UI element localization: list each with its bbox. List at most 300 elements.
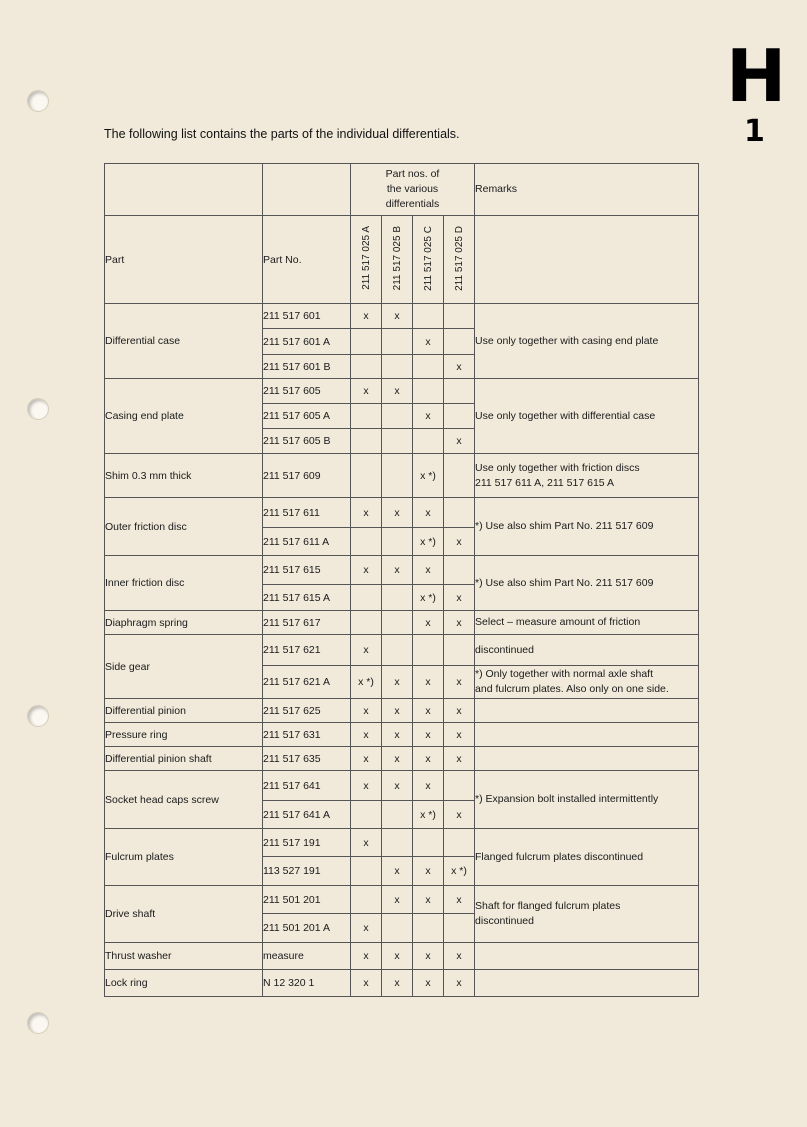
header-variant-c: [413, 216, 444, 304]
variant-mark: x: [456, 752, 462, 765]
remark-cell: [475, 771, 699, 829]
variant-mark-cell: [351, 970, 382, 997]
header-remarks: Remarks: [475, 164, 699, 216]
part-name: Outer friction disc: [105, 520, 187, 533]
variant-mark: x *): [358, 676, 374, 688]
part-number: N 12 320 1: [263, 977, 315, 989]
header-part: Part: [105, 216, 263, 304]
variant-mark-cell: [413, 666, 444, 699]
part-name-cell: [105, 556, 263, 611]
table-row: [105, 771, 699, 801]
variant-mark-cell: [413, 771, 444, 801]
variant-mark-cell: [351, 943, 382, 970]
variant-mark-cell: [382, 404, 413, 429]
part-name: Differential pinion shaft: [105, 752, 212, 765]
variant-mark-cell: [413, 329, 444, 355]
part-name: Side gear: [105, 660, 150, 673]
part-number-cell: [263, 429, 351, 454]
part-number: 211 517 615: [263, 564, 321, 576]
variant-mark-cell: [382, 886, 413, 914]
part-name: Diaphragm spring: [105, 616, 188, 629]
remark-line: Flanged fulcrum plates discontinued: [475, 850, 644, 863]
remark-cell: [475, 886, 699, 943]
remark-line: Use only together with friction discs: [475, 461, 640, 474]
table-row: [105, 970, 699, 997]
variant-mark: x: [394, 977, 400, 989]
part-number: 211 517 601: [263, 310, 321, 322]
part-number: 211 517 191: [263, 836, 321, 849]
remark-line: Select – measure amount of friction: [475, 616, 641, 628]
part-name: Casing end plate: [105, 410, 184, 422]
variant-mark: x: [425, 506, 431, 519]
variant-mark-cell: [351, 498, 382, 528]
variant-mark: x *): [420, 591, 436, 604]
variant-mark-cell: [382, 304, 413, 329]
variant-mark-cell: [382, 699, 413, 723]
variant-mark-cell: [444, 379, 475, 404]
variant-mark-cell: [413, 723, 444, 747]
variant-mark: x: [363, 644, 369, 656]
part-number-cell: [263, 585, 351, 611]
remark-cell: [475, 829, 699, 886]
part-number: 211 517 641 A: [263, 808, 330, 821]
variant-mark: x *): [420, 469, 436, 482]
parts-table: [104, 163, 699, 997]
part-name-cell: [105, 886, 263, 943]
variant-mark: x *): [420, 535, 436, 548]
part-number-cell: [263, 498, 351, 528]
header-part-nos-line: differentials: [385, 198, 440, 210]
variant-mark: x: [363, 977, 369, 989]
variant-mark: x: [425, 950, 431, 962]
variant-mark: x: [394, 779, 400, 792]
variant-mark-cell: [444, 355, 475, 379]
variant-mark: x: [456, 616, 462, 629]
variant-mark: x: [456, 893, 462, 906]
variant-mark-cell: [382, 329, 413, 355]
variant-mark: x: [363, 922, 369, 934]
part-number-cell: [263, 611, 351, 635]
variant-mark: x: [425, 779, 431, 792]
punch-hole: [27, 398, 49, 420]
variant-mark-cell: [351, 699, 382, 723]
remark-line: Shaft for flanged fulcrum plates: [475, 900, 621, 912]
variant-mark-cell: [413, 857, 444, 886]
variant-mark: x: [394, 385, 400, 397]
variant-mark: x: [425, 977, 431, 989]
variant-mark: x: [363, 310, 369, 322]
variant-mark-cell: [351, 857, 382, 886]
variant-mark: x: [456, 591, 462, 604]
variant-mark: x: [456, 435, 462, 447]
variant-mark-cell: [413, 914, 444, 943]
variant-mark: x: [456, 728, 462, 741]
variant-mark-cell: [382, 970, 413, 997]
variant-mark-cell: [351, 556, 382, 585]
remark-cell: [475, 498, 699, 556]
header-empty-cell: [263, 164, 351, 216]
remark-cell: [475, 747, 699, 771]
remark-cell: [475, 611, 699, 635]
part-number-cell: [263, 943, 351, 970]
variant-mark-cell: [351, 666, 382, 699]
part-name-cell: [105, 498, 263, 556]
table-row: [105, 723, 699, 747]
remark-line: and fulcrum plates. Also only on one side.: [475, 683, 669, 695]
variant-mark-cell: [413, 886, 444, 914]
part-number: 211 501 201 A: [263, 922, 330, 934]
header-empty-cell: [105, 164, 263, 216]
variant-mark-cell: [351, 829, 382, 857]
variant-mark-cell: [444, 943, 475, 970]
table-row: [105, 304, 699, 329]
variant-mark-cell: [351, 801, 382, 829]
remark-cell: [475, 304, 699, 379]
part-name-cell: [105, 970, 263, 997]
remark-cell: [475, 723, 699, 747]
part-number-cell: [263, 329, 351, 355]
remark-cell: [475, 666, 699, 699]
part-number-cell: [263, 404, 351, 429]
variant-mark-cell: [444, 829, 475, 857]
part-name: Differential case: [105, 335, 181, 347]
remark-cell: [475, 699, 699, 723]
variant-mark-cell: [444, 454, 475, 498]
variant-mark-cell: [444, 666, 475, 699]
variant-mark-cell: [351, 886, 382, 914]
variant-mark: x: [394, 752, 400, 765]
section-letter: H: [726, 34, 787, 118]
variant-mark: x: [363, 836, 369, 849]
variant-mark: x: [456, 360, 462, 373]
variant-mark-cell: [413, 498, 444, 528]
part-number-cell: [263, 723, 351, 747]
part-number-cell: [263, 635, 351, 666]
part-number: 211 501 201: [263, 893, 321, 906]
variant-mark: x: [363, 728, 369, 741]
part-name-cell: [105, 611, 263, 635]
variant-mark: x: [394, 310, 400, 322]
variant-mark-cell: [382, 556, 413, 585]
remark-cell: [475, 635, 699, 666]
part-number: 211 517 631: [263, 728, 321, 741]
part-number-cell: [263, 528, 351, 556]
variant-mark: x: [456, 676, 462, 688]
variant-mark-cell: [413, 379, 444, 404]
part-number-cell: [263, 304, 351, 329]
variant-mark-cell: [444, 635, 475, 666]
variant-mark-cell: [382, 635, 413, 666]
variant-mark-cell: [444, 329, 475, 355]
header-part-nos: [351, 164, 475, 216]
header-part-nos-line: Part nos. of: [385, 168, 440, 180]
remark-cell: [475, 556, 699, 611]
variant-mark-cell: [413, 635, 444, 666]
variant-mark: x: [456, 808, 462, 821]
remark-line: *) Only together with normal axle shaft: [475, 668, 654, 680]
variant-mark-cell: [444, 771, 475, 801]
variant-mark: x: [394, 704, 400, 717]
variant-mark-cell: [382, 829, 413, 857]
part-name: Differential pinion: [105, 704, 186, 717]
variant-mark-cell: [413, 304, 444, 329]
header-variant-b: [382, 216, 413, 304]
variant-mark-cell: [382, 379, 413, 404]
part-number: measure: [263, 950, 304, 962]
variant-mark: x: [456, 950, 462, 962]
part-number: 113 527 191: [263, 865, 321, 877]
header-part-no: Part No.: [263, 216, 351, 304]
part-name-cell: [105, 699, 263, 723]
variant-mark-cell: [351, 585, 382, 611]
variant-mark-cell: [413, 611, 444, 635]
table-row: [105, 635, 699, 666]
variant-mark-cell: [351, 304, 382, 329]
variant-mark: x: [456, 977, 462, 989]
intro-text: The following list contains the parts of the individual differentials.: [104, 127, 460, 141]
part-number: 211 517 621 A: [263, 676, 330, 688]
variant-mark-cell: [444, 429, 475, 454]
header-variant-a: [351, 216, 382, 304]
part-name-cell: [105, 943, 263, 970]
table-row: [105, 829, 699, 857]
section-number: 1: [744, 114, 765, 149]
variant-mark-cell: [382, 585, 413, 611]
part-name-cell: [105, 829, 263, 886]
variant-mark: x: [394, 564, 400, 576]
remark-line: *) Use also shim Part No. 211 517 609: [475, 576, 654, 589]
variant-mark-cell: [351, 771, 382, 801]
variant-mark-cell: [413, 970, 444, 997]
variant-mark-cell: [351, 329, 382, 355]
variant-mark-cell: [444, 914, 475, 943]
part-number: 211 517 621: [263, 644, 321, 656]
variant-mark: x: [363, 506, 369, 519]
part-number-cell: [263, 355, 351, 379]
variant-mark: x: [425, 704, 431, 717]
remark-line: Use only together with differential case: [475, 409, 656, 422]
variant-mark-cell: [351, 355, 382, 379]
variant-mark: x: [425, 410, 431, 422]
part-number: 211 517 625: [263, 704, 321, 717]
variant-mark: x: [363, 704, 369, 717]
remark-line: *) Use also shim Part No. 211 517 609: [475, 520, 654, 532]
header-empty-cell: [475, 216, 699, 304]
variant-mark-cell: [351, 454, 382, 498]
variant-mark-cell: [413, 429, 444, 454]
variant-mark-cell: [382, 666, 413, 699]
variant-mark: x: [394, 506, 400, 519]
part-name: Lock ring: [105, 977, 148, 989]
part-number-cell: [263, 454, 351, 498]
part-number-cell: [263, 857, 351, 886]
variant-mark: x: [456, 704, 462, 717]
part-number-cell: [263, 771, 351, 801]
table-row: [105, 611, 699, 635]
variant-mark-cell: [382, 943, 413, 970]
variant-mark-cell: [382, 611, 413, 635]
remark-line: Use only together with casing end plate: [475, 334, 659, 347]
variant-mark: x: [363, 752, 369, 765]
part-name-cell: [105, 379, 263, 454]
part-name: Socket head caps screw: [105, 793, 219, 806]
header-part-nos-line: the various: [386, 183, 439, 195]
variant-mark: x: [425, 616, 431, 629]
variant-mark: x *): [420, 808, 436, 821]
variant-label: 211 517 025 B: [391, 225, 403, 291]
variant-mark-cell: [382, 857, 413, 886]
part-name-cell: [105, 635, 263, 699]
variant-mark-cell: [382, 723, 413, 747]
variant-mark-cell: [351, 528, 382, 556]
remark-line: discontinued: [475, 915, 534, 927]
variant-mark-cell: [444, 556, 475, 585]
variant-mark-cell: [351, 429, 382, 454]
punch-hole: [27, 705, 49, 727]
variant-mark-cell: [413, 801, 444, 829]
part-number: 211 517 611 A: [263, 535, 330, 548]
variant-label: 211 517 025 A: [360, 226, 372, 290]
variant-mark-cell: [444, 304, 475, 329]
variant-mark-cell: [413, 699, 444, 723]
remark-cell: [475, 454, 699, 498]
remark-cell: [475, 379, 699, 454]
part-name-cell: [105, 747, 263, 771]
variant-mark-cell: [444, 528, 475, 556]
header-variant-d: [444, 216, 475, 304]
part-number-cell: [263, 970, 351, 997]
part-number: 211 517 601 B: [263, 360, 331, 373]
remark-cell: [475, 943, 699, 970]
remark-line: discontinued: [475, 643, 534, 656]
variant-mark: x: [425, 564, 431, 576]
part-name-cell: [105, 454, 263, 498]
variant-mark-cell: [382, 454, 413, 498]
variant-mark: x: [425, 752, 431, 765]
variant-mark-cell: [413, 556, 444, 585]
table-row: [105, 943, 699, 970]
variant-mark-cell: [413, 404, 444, 429]
part-number-cell: [263, 886, 351, 914]
table-row: [105, 747, 699, 771]
variant-mark-cell: [382, 355, 413, 379]
variant-mark-cell: [351, 747, 382, 771]
variant-mark-cell: [413, 943, 444, 970]
part-number-cell: [263, 666, 351, 699]
variant-mark-cell: [382, 914, 413, 943]
variant-mark: x: [394, 676, 400, 688]
part-number: 211 517 617: [263, 616, 321, 629]
part-number-cell: [263, 556, 351, 585]
part-number: 211 517 601 A: [263, 335, 330, 348]
variant-mark: x: [425, 676, 431, 688]
variant-mark: x: [394, 893, 400, 906]
table-row: [105, 454, 699, 498]
punch-hole: [27, 1012, 49, 1034]
variant-mark-cell: [413, 829, 444, 857]
part-number: 211 517 635: [263, 752, 321, 765]
part-name: Thrust washer: [105, 950, 172, 962]
part-name: Fulcrum plates: [105, 851, 174, 863]
variant-mark-cell: [351, 914, 382, 943]
variant-mark: x: [394, 865, 400, 877]
table-row: [105, 886, 699, 914]
variant-label: 211 517 025 D: [453, 225, 465, 291]
variant-mark-cell: [382, 747, 413, 771]
variant-mark-cell: [444, 498, 475, 528]
part-number: 211 517 611: [263, 506, 320, 519]
variant-mark-cell: [444, 886, 475, 914]
variant-mark: x: [425, 335, 431, 348]
part-name: Drive shaft: [105, 908, 156, 920]
variant-mark-cell: [351, 635, 382, 666]
variant-mark: x: [363, 385, 369, 397]
part-number: 211 517 609: [263, 469, 321, 482]
variant-mark: x: [425, 893, 431, 906]
variant-mark-cell: [382, 429, 413, 454]
variant-mark-cell: [444, 585, 475, 611]
part-number: 211 517 615 A: [263, 591, 330, 604]
part-number: 211 517 641: [263, 779, 321, 792]
variant-mark: x: [363, 779, 369, 792]
variant-mark-cell: [413, 528, 444, 556]
table-row: [105, 556, 699, 585]
variant-mark: x: [363, 950, 369, 962]
variant-mark-cell: [413, 454, 444, 498]
part-name-cell: [105, 771, 263, 829]
variant-mark: x: [425, 865, 431, 877]
variant-mark-cell: [382, 528, 413, 556]
remark-cell: [475, 970, 699, 997]
part-number-cell: [263, 829, 351, 857]
part-number-cell: [263, 747, 351, 771]
part-number: 211 517 605: [263, 385, 321, 397]
part-number: 211 517 605 A: [263, 410, 330, 422]
variant-mark-cell: [444, 747, 475, 771]
part-name-cell: [105, 304, 263, 379]
part-number-cell: [263, 699, 351, 723]
variant-mark-cell: [444, 857, 475, 886]
variant-mark-cell: [413, 747, 444, 771]
part-name-cell: [105, 723, 263, 747]
variant-mark-cell: [382, 771, 413, 801]
variant-mark-cell: [382, 498, 413, 528]
part-number-cell: [263, 801, 351, 829]
variant-mark-cell: [351, 404, 382, 429]
part-name: Pressure ring: [105, 728, 168, 741]
remark-line: 211 517 611 A, 211 517 615 A: [475, 476, 614, 489]
part-name: Shim 0.3 mm thick: [105, 469, 192, 482]
variant-mark: x: [425, 728, 431, 741]
table-row: [105, 498, 699, 528]
variant-mark-cell: [351, 379, 382, 404]
variant-mark-cell: [444, 801, 475, 829]
part-number-cell: [263, 914, 351, 943]
table-row: [105, 699, 699, 723]
variant-mark: x: [394, 728, 400, 741]
variant-mark-cell: [444, 699, 475, 723]
variant-mark-cell: [351, 723, 382, 747]
variant-mark-cell: [413, 585, 444, 611]
variant-mark-cell: [351, 611, 382, 635]
variant-mark-cell: [413, 355, 444, 379]
variant-mark-cell: [444, 404, 475, 429]
variant-label: 211 517 025 C: [422, 225, 434, 291]
remark-line: *) Expansion bolt installed intermittently: [475, 793, 659, 805]
variant-mark: x: [456, 535, 462, 548]
variant-mark-cell: [444, 970, 475, 997]
part-number-cell: [263, 379, 351, 404]
